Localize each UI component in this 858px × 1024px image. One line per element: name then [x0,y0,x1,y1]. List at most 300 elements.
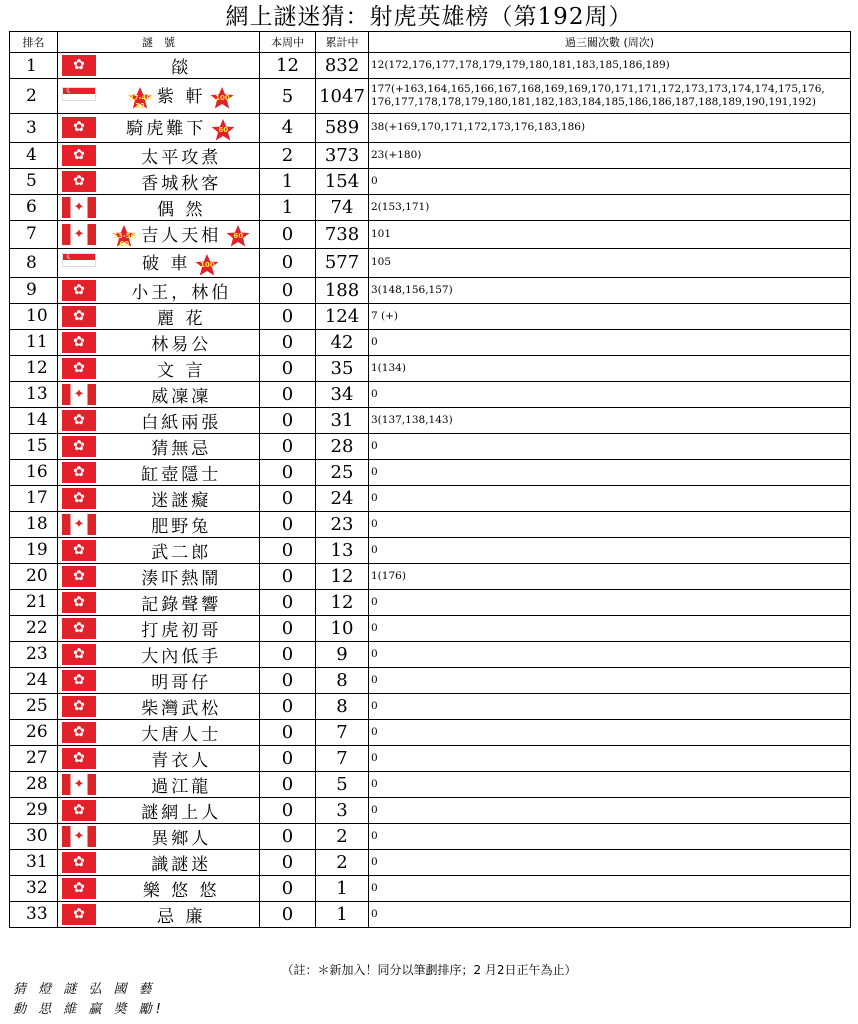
player-name: 白紙兩張 [141,412,222,433]
total-cell: 188 [316,277,369,303]
player-name: 麗 花 [157,308,206,329]
history-text: 0 [371,517,378,530]
total-cell: 10 [316,615,369,641]
table-row [10,407,851,433]
history-cell [369,641,851,667]
total-cell: 31 [316,407,369,433]
history-cell [369,589,851,615]
hk-flag-icon [62,145,96,166]
history-cell [369,797,851,823]
week-cell: 0 [260,641,316,667]
rank-cell: 7 [10,220,58,249]
week-cell: 0 [260,459,316,485]
flag-cell [58,667,104,693]
player-name: 小王，林伯 [131,282,232,303]
total-cell: 3 [316,797,369,823]
table-row [10,823,851,849]
history-cell [369,875,851,901]
history-text: 0 [371,647,378,660]
hk-flag-icon [62,852,96,873]
ranking-table [9,31,851,928]
flag-cell [58,277,104,303]
history-cell [369,459,851,485]
rank-cell: 11 [10,329,58,355]
history-text: 0 [371,829,378,842]
player-name: 樂 悠 悠 [142,880,220,901]
table-row [10,901,851,927]
name-cell [104,511,260,537]
total-cell: 1047 [316,79,369,114]
week-cell: 0 [260,563,316,589]
ca-flag-icon [62,774,96,795]
history-text: 1(176) [371,569,406,582]
table-row [10,641,851,667]
week-cell: 0 [260,693,316,719]
hk-flag-icon [62,488,96,509]
total-cell: 2 [316,823,369,849]
week-cell: 0 [260,797,316,823]
slogan-line-1: 猜 燈 謎 弘 國 藝 [13,982,156,997]
history-cell [369,329,851,355]
history-cell [369,667,851,693]
badge-star-icon: 60 [210,118,236,142]
player-name: 騎虎難下 [126,119,207,139]
name-cell [104,667,260,693]
table-row [10,849,851,875]
rank-cell: 14 [10,407,58,433]
header-history: 過三關次數 (周次) [369,32,851,53]
flag-cell [58,719,104,745]
table-row [10,168,851,194]
week-cell: 1 [260,194,316,220]
total-cell: 9 [316,641,369,667]
week-cell: 4 [260,114,316,143]
name-cell [104,485,260,511]
name-cell [104,329,260,355]
hk-flag-icon [62,358,96,379]
flag-cell [58,220,104,249]
table-row [10,875,851,901]
flag-cell [58,901,104,927]
total-cell: 35 [316,355,369,381]
history-text: 3(148,156,157) [371,283,453,296]
flag-cell [58,537,104,563]
total-cell: 7 [316,719,369,745]
name-cell [104,355,260,381]
table-row [10,563,851,589]
table-row [10,79,851,114]
table-row [10,745,851,771]
history-text: 0 [371,725,378,738]
history-text: 0 [371,777,378,790]
history-text: 0 [371,803,378,816]
badge-star-icon: 60 [225,224,251,248]
player-name: 武二郎 [151,542,212,563]
total-cell: 589 [316,114,369,143]
player-name: 林易公 [151,334,212,355]
player-name: 記錄聲響 [141,594,222,615]
rank-cell: 5 [10,168,58,194]
hk-flag-icon [62,748,96,769]
history-text: 0 [371,491,378,504]
history-cell [369,719,851,745]
rank-cell: 21 [10,589,58,615]
table-row [10,220,851,249]
rank-cell: 23 [10,641,58,667]
player-name: 肥野兔 [151,516,212,537]
week-cell: 0 [260,537,316,563]
total-cell: 5 [316,771,369,797]
table-row [10,459,851,485]
history-text: 0 [371,621,378,634]
player-name: 偶 然 [157,199,206,220]
name-cell [104,745,260,771]
player-name: 明哥仔 [151,672,212,693]
rank-cell: 8 [10,249,58,278]
total-cell: 24 [316,485,369,511]
history-text: 12(172,176,177,178,179,179,180,181,183,185,186,189) [371,59,670,71]
history-text: 0 [371,881,378,894]
name-cell [104,615,260,641]
flag-cell [58,355,104,381]
table-row [10,485,851,511]
table-row [10,719,851,745]
player-name: 破 車 [142,254,191,274]
flag-cell [58,142,104,168]
total-cell: 12 [316,563,369,589]
flag-cell [58,797,104,823]
week-cell: 0 [260,511,316,537]
name-cell [104,277,260,303]
total-cell: 25 [316,459,369,485]
history-cell [369,355,851,381]
rank-cell: 30 [10,823,58,849]
header-rank: 排名 [10,32,58,53]
total-cell: 738 [316,220,369,249]
flag-cell [58,823,104,849]
name-cell [104,220,260,249]
hk-flag-icon [62,618,96,639]
history-cell [369,277,851,303]
ca-flag-icon [62,224,96,245]
flag-cell [58,407,104,433]
history-text: 2(153,171) [371,200,430,213]
hk-flag-icon [62,332,96,353]
rank-cell: 24 [10,667,58,693]
total-cell: 8 [316,667,369,693]
history-text: 0 [371,543,378,556]
total-cell: 23 [316,511,369,537]
flag-cell [58,511,104,537]
flag-cell [58,745,104,771]
table-row [10,381,851,407]
total-cell: 373 [316,142,369,168]
week-cell: 0 [260,719,316,745]
rank-cell: 10 [10,303,58,329]
history-cell [369,745,851,771]
history-text: 38(+169,170,171,172,173,176,183,186) [371,121,586,134]
total-cell: 1 [316,875,369,901]
week-cell: 0 [260,615,316,641]
history-cell [369,142,851,168]
history-text: 0 [371,174,378,187]
history-cell [369,693,851,719]
badge-star-icon: 53-56 60 [111,224,137,248]
rank-cell: 18 [10,511,58,537]
history-text: 0 [371,673,378,686]
week-cell: 0 [260,745,316,771]
history-cell [369,194,851,220]
week-cell: 0 [260,901,316,927]
hk-flag-icon [62,280,96,301]
rank-cell: 28 [10,771,58,797]
history-cell [369,114,851,143]
sg-flag-icon [62,253,96,267]
table-row [10,537,851,563]
player-name: 威凜凜 [151,386,212,407]
hk-flag-icon [62,566,96,587]
flag-cell [58,641,104,667]
hk-flag-icon [62,592,96,613]
history-text: 23(+180) [371,148,422,161]
rank-cell: 25 [10,693,58,719]
rank-cell: 32 [10,875,58,901]
player-name: 忌 廉 [157,906,206,927]
history-text: 1(134) [371,361,406,374]
history-cell [369,53,851,79]
table-row [10,53,851,79]
week-cell: 12 [260,53,316,79]
table-row [10,667,851,693]
player-name: 過江龍 [151,776,212,797]
player-name: 打虎初哥 [141,620,222,641]
rank-cell: 15 [10,433,58,459]
hk-flag-icon [62,644,96,665]
flag-cell [58,194,104,220]
hk-flag-icon [62,904,96,925]
history-cell [369,381,851,407]
rank-cell: 17 [10,485,58,511]
flag-cell [58,249,104,278]
player-name: 大唐人士 [141,724,222,745]
name-cell [104,114,260,143]
rank-cell: 16 [10,459,58,485]
history-text: 3(137,138,143) [371,413,453,426]
rank-cell: 12 [10,355,58,381]
player-name: 紫 軒 [157,87,206,108]
history-text: 0 [371,335,378,348]
ca-flag-icon [62,514,96,535]
flag-cell [58,849,104,875]
week-cell: 0 [260,771,316,797]
history-cell [369,220,851,249]
flag-cell [58,615,104,641]
history-cell [369,485,851,511]
history-cell [369,901,851,927]
week-cell: 0 [260,329,316,355]
history-cell [369,168,851,194]
table-row [10,194,851,220]
total-cell: 8 [316,693,369,719]
name-cell [104,194,260,220]
week-cell: 0 [260,667,316,693]
player-name: 燄 [171,58,192,78]
name-cell [104,589,260,615]
footnote: （註：＊新加入！同分以筆劃排序；2 月2日正午為止） [281,963,577,977]
name-cell [104,797,260,823]
flag-cell [58,168,104,194]
player-name: 缸壺隱士 [141,464,222,485]
total-cell: 2 [316,849,369,875]
history-cell [369,849,851,875]
flag-cell [58,589,104,615]
table-header-row [10,32,851,53]
flag-cell [58,79,104,114]
total-cell: 28 [316,433,369,459]
total-cell: 7 [316,745,369,771]
rank-cell: 33 [10,901,58,927]
header-week: 本周中 [260,32,316,53]
name-cell [104,875,260,901]
total-cell: 154 [316,168,369,194]
player-name: 太平攻煮 [141,147,222,168]
name-cell [104,433,260,459]
hk-flag-icon [62,410,96,431]
hk-flag-icon [62,540,96,561]
hk-flag-icon [62,800,96,821]
name-cell [104,719,260,745]
history-cell [369,249,851,278]
flag-cell [58,53,104,79]
rank-cell: 1 [10,53,58,79]
history-cell [369,407,851,433]
sg-flag-icon [62,87,96,101]
rank-cell: 26 [10,719,58,745]
week-cell: 2 [260,142,316,168]
table-row [10,329,851,355]
hk-flag-icon [62,670,96,691]
table-row [10,511,851,537]
history-cell [369,563,851,589]
table-row [10,433,851,459]
flag-cell [58,875,104,901]
name-cell [104,563,260,589]
flag-cell [58,459,104,485]
player-name: 異鄉人 [151,828,212,849]
ca-flag-icon [62,197,96,218]
week-cell: 0 [260,220,316,249]
rank-cell: 22 [10,615,58,641]
name-cell [104,901,260,927]
week-cell: 0 [260,407,316,433]
page-title: 網上謎迷猜：射虎英雄榜（第192周） [225,4,633,30]
total-cell: 12 [316,589,369,615]
week-cell: 0 [260,875,316,901]
player-name: 柴灣武松 [141,698,222,719]
flag-cell [58,485,104,511]
history-text: 0 [371,595,378,608]
hk-flag-icon [62,696,96,717]
rank-cell: 4 [10,142,58,168]
name-cell [104,641,260,667]
week-cell: 0 [260,303,316,329]
flag-cell [58,433,104,459]
player-name: 青衣人 [151,750,212,771]
history-cell [369,303,851,329]
history-text: 105 [371,256,392,269]
week-cell: 5 [260,79,316,114]
week-cell: 1 [260,168,316,194]
name-cell [104,459,260,485]
total-cell: 34 [316,381,369,407]
player-name: 吉人天相 [141,225,222,246]
flag-cell [58,114,104,143]
hk-flag-icon [62,55,96,76]
flag-cell [58,563,104,589]
player-name: 湊吓熱鬧 [141,568,222,589]
flag-cell [58,381,104,407]
hk-flag-icon [62,306,96,327]
rank-cell: 19 [10,537,58,563]
badge-star-icon: 37-40 32 [127,86,153,110]
history-text-continued: 176,177,178,178,179,180,181,182,183,184,185,186,186,187,188,189,190,191,192) [371,96,816,108]
name-cell [104,823,260,849]
player-name: 識謎迷 [151,854,212,875]
badge-star-icon: 100 [194,253,220,277]
total-cell: 13 [316,537,369,563]
hk-flag-icon [62,878,96,899]
badge-star-icon: 100 [209,86,235,110]
rank-cell: 9 [10,277,58,303]
table-row [10,589,851,615]
history-cell [369,537,851,563]
hk-flag-icon [62,462,96,483]
flag-cell [58,329,104,355]
player-name: 迷謎癡 [151,490,212,511]
rank-cell: 29 [10,797,58,823]
hk-flag-icon [62,722,96,743]
table-row [10,114,851,143]
name-cell [104,249,260,278]
history-text: 177(+163,164,165,166,167,168,169,169,170,171,171,172,173,173,174,174,175,176, [371,83,825,95]
history-text: 101 [371,227,392,240]
total-cell: 74 [316,194,369,220]
flag-cell [58,303,104,329]
header-name: 謎 號 [58,32,260,53]
flag-cell [58,693,104,719]
name-cell [104,771,260,797]
week-cell: 0 [260,381,316,407]
history-text: 0 [371,907,378,920]
name-cell [104,407,260,433]
history-cell [369,771,851,797]
ca-flag-icon [62,826,96,847]
hk-flag-icon [62,436,96,457]
table-row [10,693,851,719]
week-cell: 0 [260,433,316,459]
name-cell [104,303,260,329]
history-text: 7 (+) [371,309,399,322]
table-row [10,797,851,823]
history-text: 0 [371,439,378,452]
table-row [10,249,851,278]
total-cell: 124 [316,303,369,329]
history-text: 0 [371,855,378,868]
table-row [10,355,851,381]
rank-cell: 6 [10,194,58,220]
name-cell [104,381,260,407]
week-cell: 0 [260,277,316,303]
